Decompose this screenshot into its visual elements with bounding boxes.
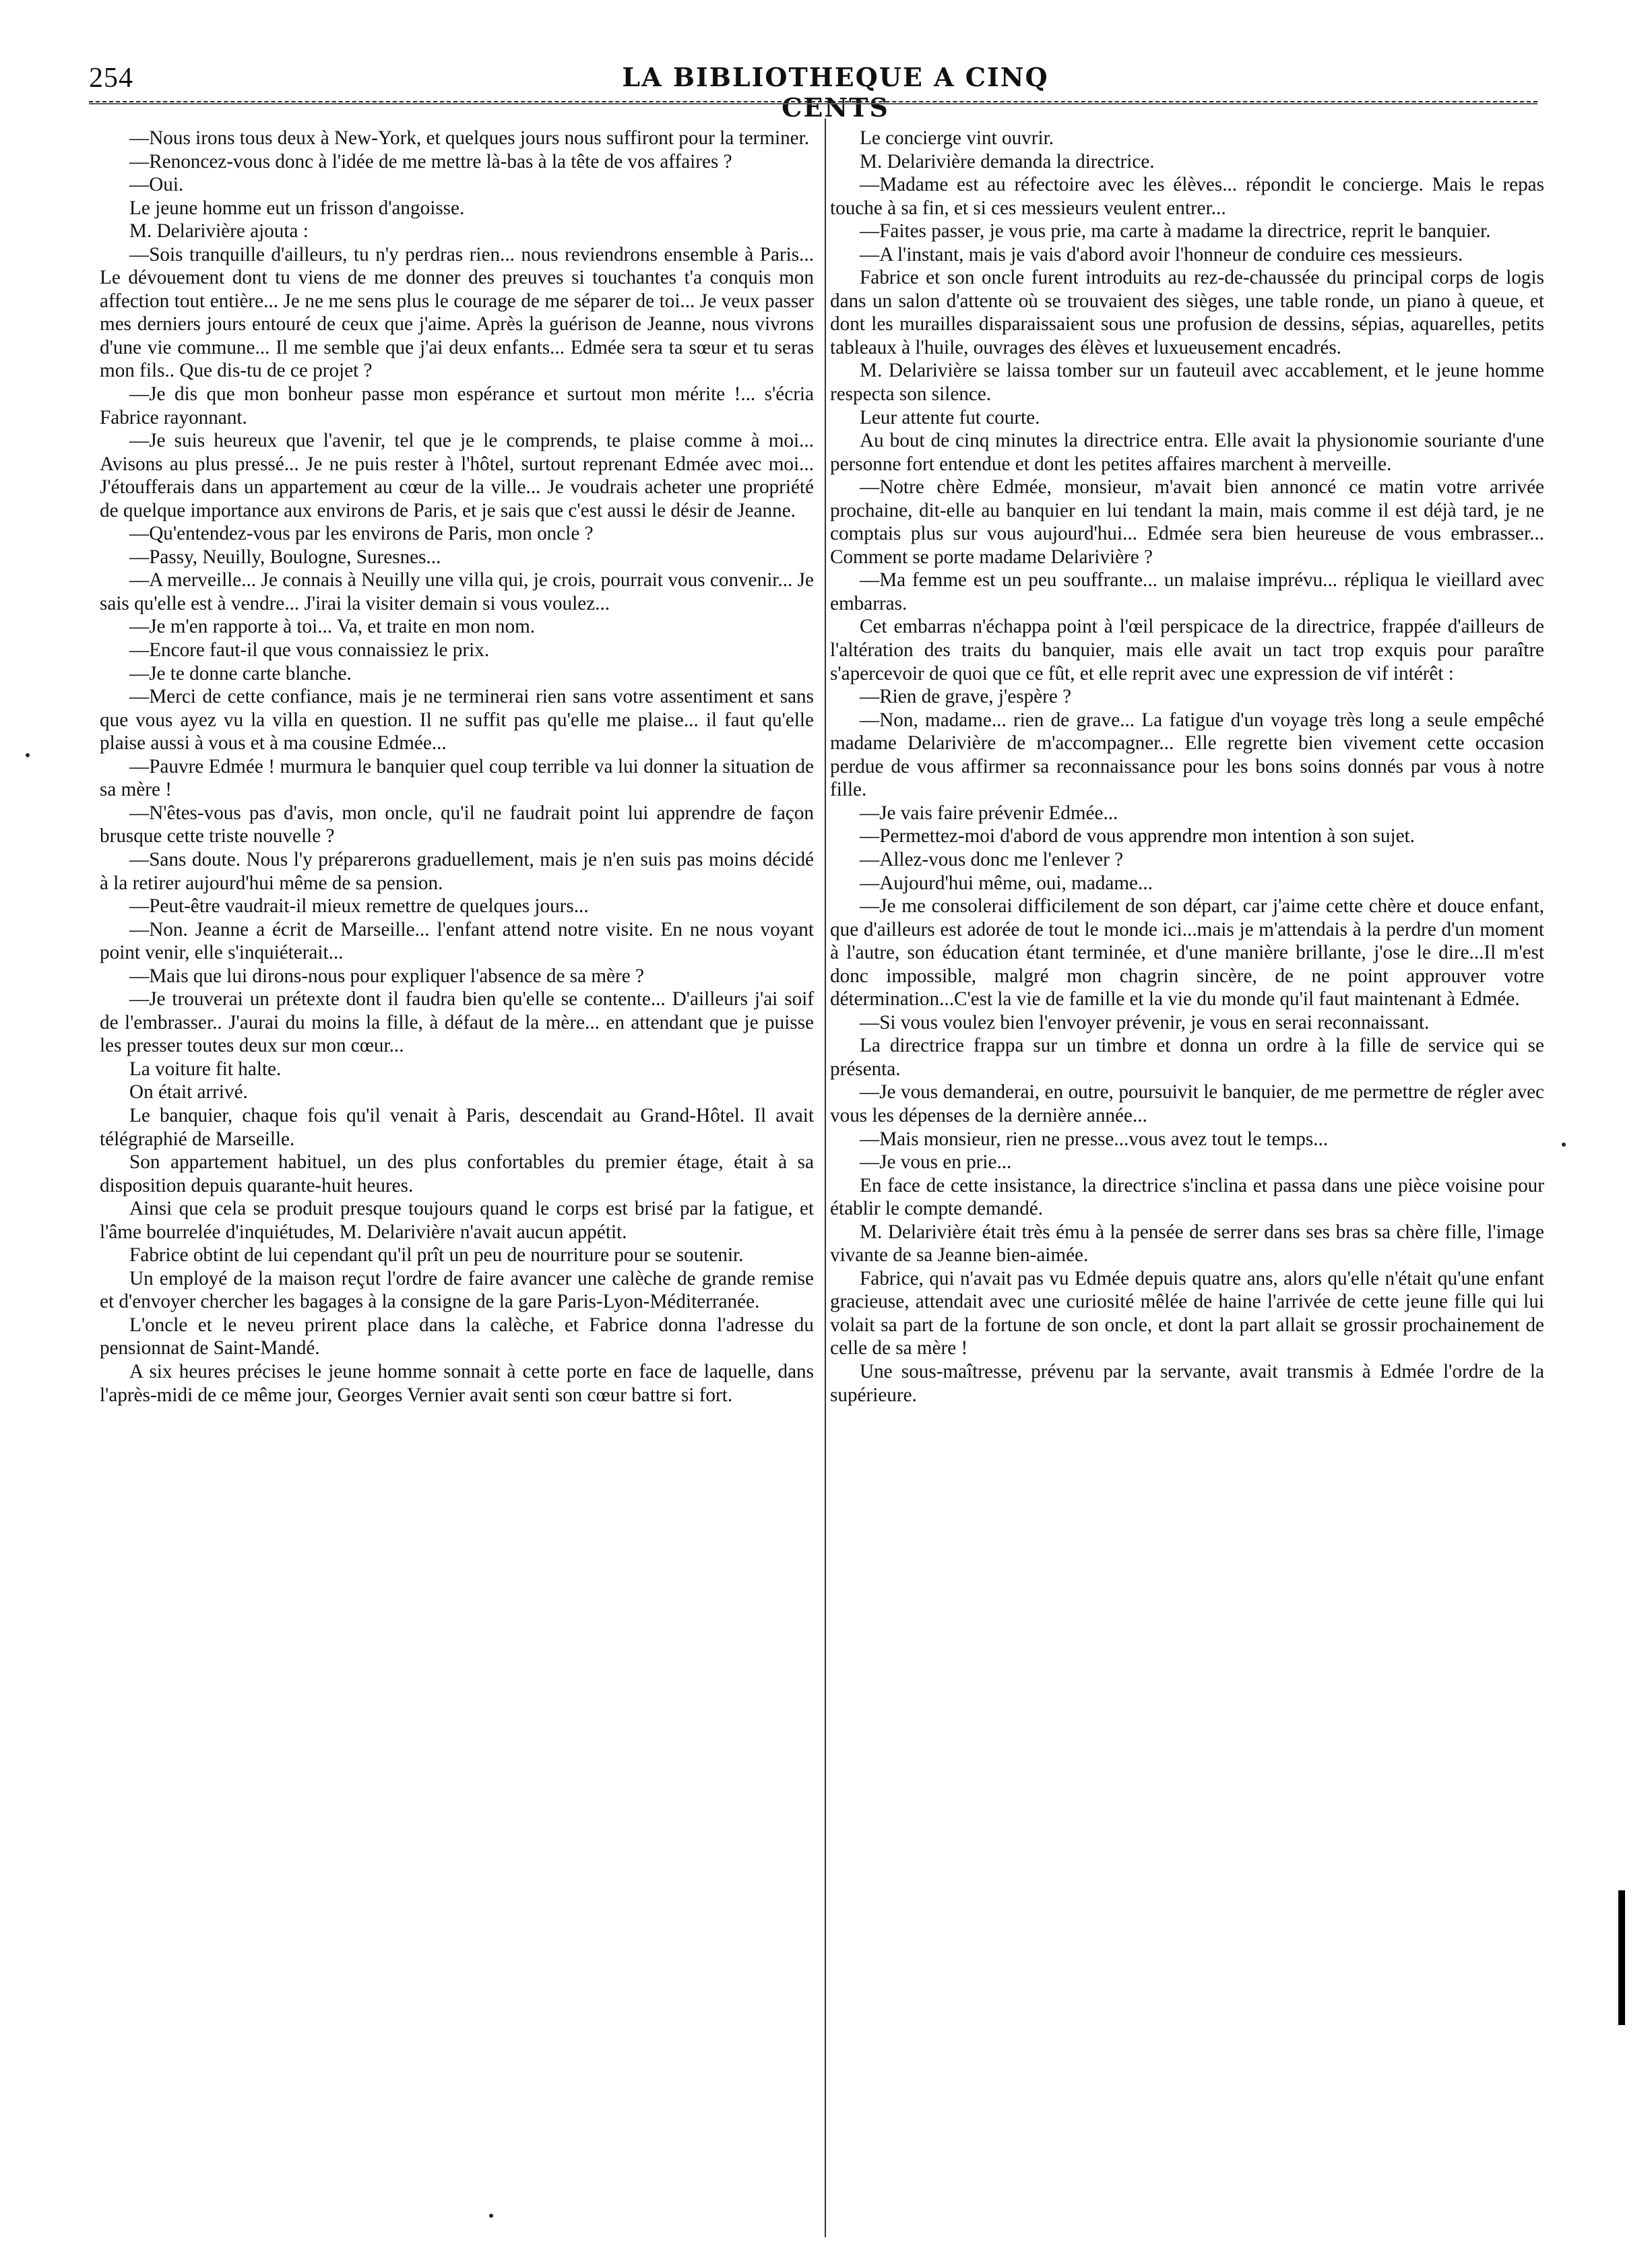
paragraph: —Madame est au réfectoire avec les élèves... répondit le concierge. Mais le repas touche à sa fin, et si ces messieurs veulent entrer... [830,174,1544,219]
paragraph: —Je vous en prie... [860,1151,1012,1174]
paragraph: Ainsi que cela se produit presque toujours quand le corps est brisé par la fatigue, et l'âme bourrelée d'inquiétudes, M. Delarivière n'avait aucun appétit. [100,1198,814,1243]
paragraph: —Faites passer, je vous prie, ma carte à madame la directrice, reprit le banquier. [860,220,1491,243]
left-column [100,127,814,1407]
paragraph: —Je vous demanderai, en outre, poursuivit le banquier, de me permettre de régler avec vous les dépenses de la dernière année... [830,1081,1544,1126]
paragraph: —Passy, Neuilly, Boulogne, Suresnes... [129,546,441,568]
paragraph: —A l'instant, mais je vais d'abord avoir l'honneur de conduire ces messieurs. [860,243,1463,265]
paragraph: On était arrivé. [129,1081,248,1103]
paragraph: Leur attente fut courte. [860,406,1040,428]
paragraph: Le jeune homme eut un frisson d'angoisse. [129,197,465,219]
paragraph: Le concierge vint ouvrir. [860,127,1054,149]
ink-speck [489,2214,493,2218]
paragraph: Au bout de cinq minutes la directrice entra. Elle avait la physionomie souriante d'une personne fort entendue et dont les petites affaires marchent à merveille. [830,430,1544,475]
header-rule [89,101,1537,104]
paragraph: —Oui. [129,174,184,196]
paragraph: A six heures précises le jeune homme sonnait à cette porte en face de laquelle, dans l'après-midi de ce même jour, Georges Vernier avait senti son cœur battre si fort. [100,1360,814,1406]
paragraph: —Je suis heureux que l'avenir, tel que je le comprends, te plaise comme à moi... Avisons au plus pressé... Je ne puis rester à l'hôtel, surtout reprenant Edmée avec moi... J'étoufferais dans un appartement au cœur de la ville... Je voudrais acheter une propriété de quelque importance aux environs de Paris, et je sais que c'est aussi le désir de Jeanne. [100,430,814,521]
paragraph: Fabrice et son oncle furent introduits au rez-de-chaussée du principal corps de logis dans un salon d'attente où se trouvaient des sièges, une table ronde, un piano à queue, et dont les murailles disparaissaient sous une profusion de dessins, sépias, aquarelles, petits tableaux à l'huile, ouvrages des élèves et luxueusement encadrés. [830,267,1544,358]
paragraph: —Je vais faire prévenir Edmée... [860,802,1118,824]
paragraph: —Si vous voulez bien l'envoyer prévenir, je vous en serai reconnaissant. [860,1011,1430,1033]
paragraph: —Qu'entendez-vous par les environs de Paris, mon oncle ? [129,523,594,545]
paragraph: —Encore faut-il que vous connaissiez le prix. [129,639,490,662]
paragraph: —Non, madame... rien de grave... La fatigue d'un voyage très long a seule empêché madame Delarivière de m'accompagner... Elle regrette bien vivement cette occasion perdue de vous affirmer sa reconnaissance pour les bons soins donnés par vous à notre fille. [830,709,1544,801]
ink-speck [1562,1143,1566,1147]
paragraph: —Pauvre Edmée ! murmura le banquier quel coup terrible va lui donner la situation de sa mère ! [100,755,814,801]
paragraph: Son appartement habituel, un des plus confortables du premier étage, était à sa disposition depuis quarante-huit heures. [100,1151,814,1196]
ink-speck [26,753,30,757]
paragraph: —Permettez-moi d'abord de vous apprendre mon intention à son sujet. [860,825,1415,847]
paragraph: M. Delarivière se laissa tomber sur un fauteuil avec accablement, et le jeune homme respecta son silence. [830,360,1544,406]
right-column [830,127,1544,1407]
paragraph: —Sans doute. Nous l'y préparerons graduellement, mais je n'en suis pas moins décidé à la retirer aujourd'hui même de sa pension. [100,848,814,894]
paragraph: —Allez-vous donc me l'enlever ? [860,848,1124,870]
running-title: LA BIBLIOTHEQUE A CINQ CENTS [622,62,1049,123]
paragraph: —Non. Jeanne a écrit de Marseille... l'enfant attend notre visite. En ne nous voyant point venir, elle s'inquiéterait... [100,918,814,964]
paragraph: —Peut-être vaudrait-il mieux remettre de quelques jours... [129,895,589,918]
paragraph: —Mais monsieur, rien ne presse...vous avez tout le temps... [860,1128,1329,1150]
paragraph: Le banquier, chaque fois qu'il venait à Paris, descendait au Grand-Hôtel. Il avait télégraphié de Marseille. [100,1104,814,1150]
paragraph: —Je m'en rapporte à toi... Va, et traite en mon nom. [129,616,536,638]
paragraph: —Je trouverai un prétexte dont il faudra bien qu'elle se contente... D'ailleurs j'ai soif de l'embrasser.. J'aurai du moins la fille, à défaut de la mère... en attendant que je puisse les presser toutes deux sur mon cœur... [100,988,814,1057]
paragraph: La directrice frappa sur un timbre et donna un ordre à la fille de service qui se présenta. [830,1035,1544,1080]
paragraph: Fabrice, qui n'avait pas vu Edmée depuis quatre ans, alors qu'elle n'était qu'une enfant gracieuse, attendait avec une curiosité mêlée de haine l'arrivée de cette jeune fille qui lui volait sa part de la fortune de son oncle, et dont la part allait se grossir prochainement de celle de sa mère ! [830,1267,1544,1359]
paragraph: M. Delarivière ajouta : [129,220,309,243]
paragraph: —Je dis que mon bonheur passe mon espérance et surtout mon mérite !... s'écria Fabrice rayonnant. [100,383,814,428]
paragraph: —Mais que lui dirons-nous pour expliquer l'absence de sa mère ? [129,965,644,987]
paragraph: L'oncle et le neveu prirent place dans la calèche, et Fabrice donna l'adresse du pensionnat de Saint-Mandé. [100,1314,814,1359]
paragraph: M. Delarivière demanda la directrice. [860,150,1155,172]
paragraph: En face de cette insistance, la directrice s'inclina et passa dans une pièce voisine pour établir le compte demandé. [830,1174,1544,1220]
margin-ink-bar [1618,1890,1625,2025]
paragraph: —Ma femme est un peu souffrante... un malaise imprévu... répliqua le vieillard avec embarras. [830,569,1544,614]
page-number: 254 [89,63,133,94]
paragraph: —A merveille... Je connais à Neuilly une villa qui, je crois, pourrait vous convenir... Je sais qu'elle est à vendre... J'irai la visiter demain si vous voulez... [100,569,814,614]
paragraph: Cet embarras n'échappa point à l'œil perspicace de la directrice, frappée d'ailleurs de l'altération des traits du banquier, mais elle avait un tact trop exquis pour paraître s'apercevoir de quoi que ce fût, et elle reprit avec une expression de vif intérêt : [830,616,1544,684]
paragraph: Fabrice obtint de lui cependant qu'il prît un peu de nourriture pour se soutenir. [129,1244,744,1267]
paragraph: —Je me consolerai difficilement de son départ, car j'aime cette chère et douce enfant, que d'ailleurs est adorée de tout le monde ici...mais je m'attendais à la perdre d'un moment à l'autre, son éducation étant terminée, et d'une manière brillante, j'ose le dire...Il m'est donc impossible, malgré mon chagrin sincère, de ne point approuver votre détermination...C'est la vie de famille et la vie du monde qu'il faut maintenant à Edmée. [830,895,1544,1011]
paragraph: —Renoncez-vous donc à l'idée de me mettre là-bas à la tête de vos affaires ? [129,150,732,172]
paragraph: —N'êtes-vous pas d'avis, mon oncle, qu'il ne faudrait point lui apprendre de façon brusque cette triste nouvelle ? [100,802,814,847]
paragraph: —Nous irons tous deux à New-York, et quelques jours nous suffiront pour la terminer. [129,127,810,149]
paragraph: —Je te donne carte blanche. [129,662,352,684]
column-divider [825,119,826,2237]
paragraph: —Merci de cette confiance, mais je ne terminerai rien sans votre assentiment et sans que vous ayez vu la villa en question. Il ne suffit pas qu'elle me plaise... il faut qu'elle plaise aussi à vous et à ma cousine Edmée... [100,686,814,755]
paragraph: La voiture fit halte. [129,1058,282,1080]
paragraph: M. Delarivière était très ému à la pensée de serrer dans ses bras sa chère fille, l'image vivante de sa Jeanne bien-aimée. [830,1221,1544,1267]
paragraph: Un employé de la maison reçut l'ordre de faire avancer une calèche de grande remise et d'envoyer chercher les bagages à la consigne de la gare Paris-Lyon-Méditerranée. [100,1267,814,1313]
paragraph: —Rien de grave, j'espère ? [860,686,1072,708]
paragraph: —Notre chère Edmée, monsieur, m'avait bien annoncé ce matin votre arrivée prochaine, dit-elle au banquier en lui tendant la main, mais comme il est déjà tard, je ne comptais plus sur vous aujourd'hui... Edmée sera bien heureuse de vous embrasser... Comment se porte madame Delarivière ? [830,476,1544,568]
paragraph: —Sois tranquille d'ailleurs, tu n'y perdras rien... nous reviendrons ensemble à Paris... Le dévouement dont tu viens de me donner des preuves si touchantes t'a conquis mon affection tout entière... Je ne me sens plus le courage de me séparer de toi... Je veux passer mes derniers jours entouré de ceux que j'aime. Après la guérison de Jeanne, nous vivrons d'une vie commune... Il me semble que j'ai deux enfants... Edmée sera ta sœur et tu seras mon fils.. Que dis-tu de ce projet ? [100,243,814,382]
paragraph: Une sous-maîtresse, prévenu par la servante, avait transmis à Edmée l'ordre de la supérieure. [830,1360,1544,1406]
paragraph: —Aujourd'hui même, oui, madame... [860,872,1153,894]
